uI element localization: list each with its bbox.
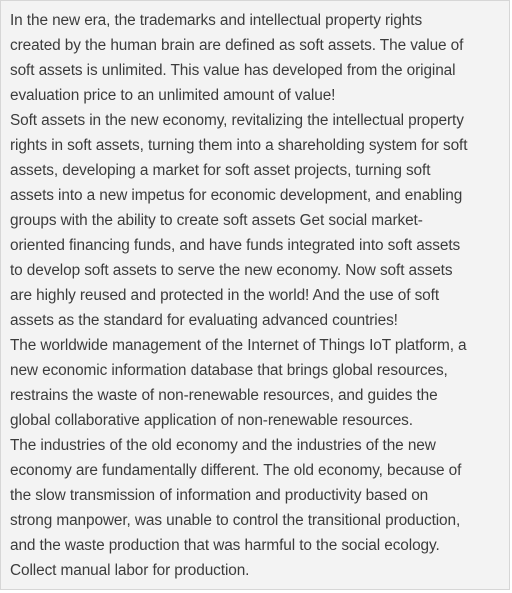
text-line: restrains the waste of non-renewable resources, and guides the (10, 387, 438, 404)
text-line: The worldwide management of the Internet of Things IoT platform, a (10, 337, 467, 354)
text-line: Collect manual labor for production. (10, 562, 250, 579)
text-line: assets as the standard for evaluating advanced countries! (10, 312, 398, 329)
text-line: assets into a new impetus for economic development, and enabling (10, 187, 463, 204)
text-line: In the new era, the trademarks and intellectual property rights (10, 12, 423, 29)
paragraph-trademarks (10, 8, 501, 108)
text-line: strong manpower, was unable to control the transitional production, (10, 512, 461, 529)
text-line: oriented financing funds, and have funds integrated into soft assets (10, 237, 461, 254)
text-line: created by the human brain are defined as soft assets. The value of (10, 37, 464, 54)
text-line: rights in soft assets, turning them into a shareholding system for soft (10, 137, 468, 154)
paragraph-soft-assets (10, 108, 501, 333)
text-line: soft assets is unlimited. This value has developed from the original (10, 62, 456, 79)
text-line: are highly reused and protected in the world! And the use of soft (10, 287, 439, 304)
paragraph-old-economy (10, 433, 501, 583)
text-line: economy are fundamentally different. The old economy, because of (10, 462, 462, 479)
text-line: new economic information database that brings global resources, (10, 362, 448, 379)
text-line: the slow transmission of information and productivity based on (10, 487, 429, 504)
text-line: groups with the ability to create soft assets Get social market- (10, 212, 423, 229)
text-line: global collaborative application of non-renewable resources. (10, 412, 413, 429)
text-line: The industries of the old economy and the industries of the new (10, 437, 436, 454)
text-line: evaluation price to an unlimited amount of value! (10, 87, 336, 104)
text-line: assets, developing a market for soft asset projects, turning soft (10, 162, 431, 179)
text-line: and the waste production that was harmful to the social ecology. (10, 537, 440, 554)
paragraph-iot-platform (10, 333, 501, 433)
text-line: Soft assets in the new economy, revitalizing the intellectual property (10, 112, 464, 129)
text-line: to develop soft assets to serve the new economy. Now soft assets (10, 262, 453, 279)
